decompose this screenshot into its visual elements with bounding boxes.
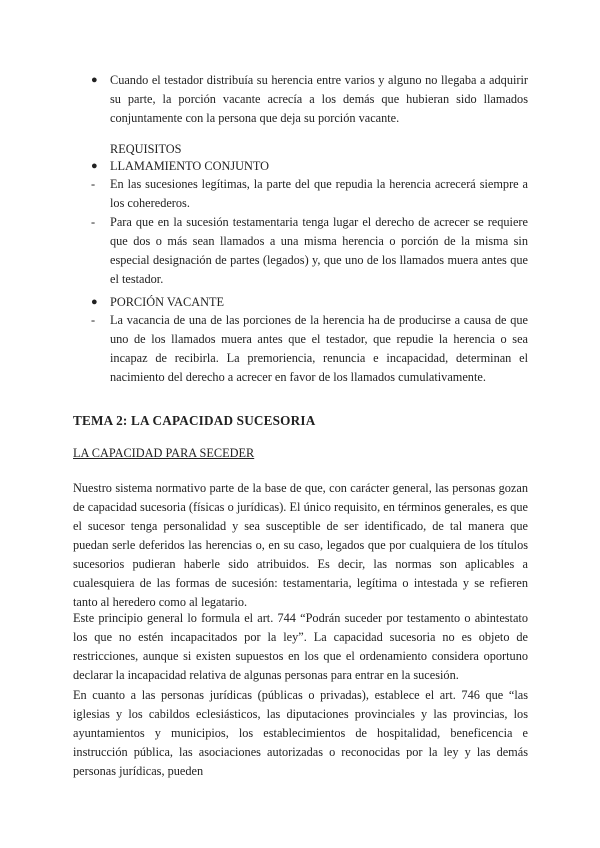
dash-icon: - (91, 177, 96, 191)
bullet-icon: ● (91, 160, 98, 172)
llamamiento-title: LLAMAMIENTO CONJUNTO (110, 159, 270, 173)
porcion-title: PORCIÓN VACANTE (110, 295, 224, 309)
paragraph: Nuestro sistema normativo parte de la base de que, con carácter general, las personas gozan de capacidad sucesoria (físicas o jurídicas). El único requisito, en términos generales, es que el sucesor tenga personalidad y sea susceptible de ser identificado, de tal manera que puedan serle deferidos las herencias o, en su caso, legados que por cualquiera de los títulos sucesorios pudieran haberle sido atribuidos. Es decir, las normas son aplicables a cualesquiera de las formas de sucesión: testamentaria, legítima o intestada y se refieren tanto al heredero como al legatario. (73, 481, 528, 609)
porcion-heading-list (91, 293, 528, 312)
dash-icon: - (91, 215, 96, 229)
requisitos-label: REQUISITOS (110, 142, 182, 156)
list-item-text: En las sucesiones legítimas, la parte del que repudia la herencia acrecerá siempre a los coherederos. (110, 177, 528, 210)
porcion-heading (91, 293, 528, 312)
llamamiento-heading (91, 157, 528, 176)
paragraph: Este principio general lo formula el art. 744 “Podrán suceder por testamento o abintestato los que no estén incapacitados por la ley”. La capacidad sucesoria no es objeto de restricciones, aunque si existen supuestos en los que el ordenamiento considera oportuno declarar la incapacidad relativa de algunas personas para entrar en la sucesión. (73, 611, 528, 682)
dash-icon: - (91, 313, 96, 327)
section-title: LA CAPACIDAD PARA SECEDER (73, 446, 255, 460)
list-item (91, 175, 528, 213)
list-item-text: La vacancia de una de las porciones de la herencia ha de producirse a causa de que uno de los llamados muera antes que el testador, que repudie la herencia o sea incapaz de recibirla. La premoriencia, renuncia e incapacidad, determinan el nacimiento del derecho a acrecer en favor de los llamados cumulativamente. (110, 313, 528, 384)
list-item-text: Para que en la sucesión testamentaria tenga lugar el derecho de acrecer se requiere que dos o más sean llamados a una misma herencia o porción de la misma sin especial designación de partes (legados) y, que uno de los llamados muera antes que el testador. (110, 215, 528, 286)
paragraph: En cuanto a las personas jurídicas (públicas o privadas), establece el art. 746 que “las iglesias y los cabildos eclesiásticos, las diputaciones provinciales y las provincias, los ayuntamientos y municipios, los establecimientos de hospitalidad, beneficencia e instrucción pública, las asociaciones autorizadas o reconocidas por la ley y las demás personas jurídicas, pueden (73, 688, 528, 778)
list-item (91, 311, 528, 387)
llamamiento-items (91, 175, 528, 289)
bullet-icon: ● (91, 74, 98, 86)
intro-bullet-list (91, 71, 528, 128)
tema-title: TEMA 2: LA CAPACIDAD SUCESORIA (73, 413, 316, 428)
porcion-items (91, 311, 528, 387)
intro-bullet-text: Cuando el testador distribuía su herencia entre varios y alguno no llegaba a adquirir su parte, la porción vacante acrecía a los demás que hubieran sido llamados conjuntamente con la persona que deja su porción vacante. (110, 73, 528, 125)
bullet-icon: ● (91, 296, 98, 308)
llamamiento-heading-list (91, 157, 528, 176)
intro-bullet-item (91, 71, 528, 128)
list-item (91, 213, 528, 289)
